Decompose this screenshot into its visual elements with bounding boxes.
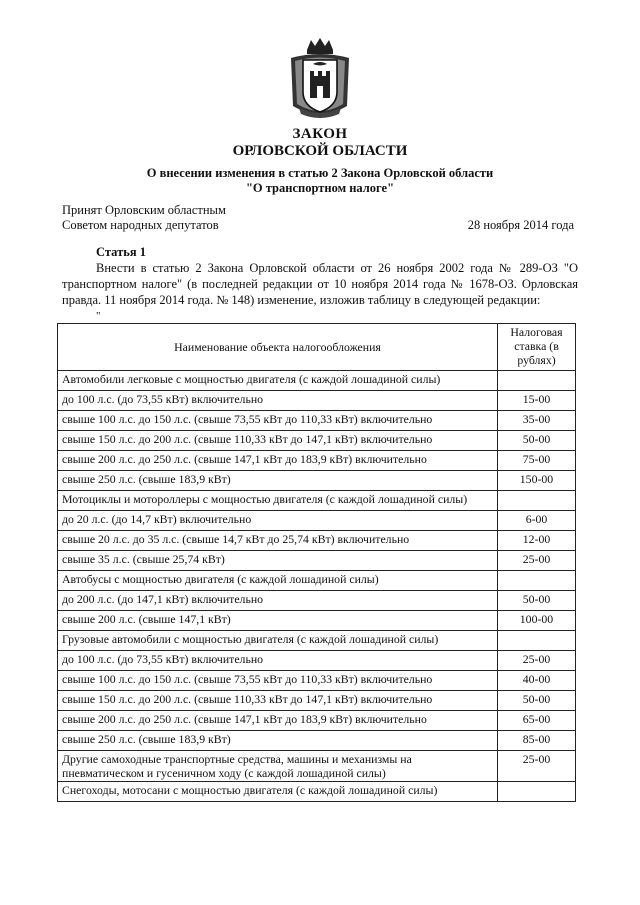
tax-table-body (58, 371, 576, 802)
table-row (58, 711, 576, 731)
vehicle-category-cell: Снегоходы, мотосани с мощностью двигателя (с каждой лошадиной силы) (58, 782, 498, 802)
adoption-date: 28 ноября 2014 года (467, 218, 574, 232)
law-region: ОРЛОВСКОЙ ОБЛАСТИ (232, 143, 408, 159)
tax-rate-cell: 50-00 (498, 691, 576, 711)
tax-rate-cell (498, 491, 576, 511)
table-row (58, 431, 576, 451)
vehicle-category-cell: свыше 200 л.с. до 250 л.с. (свыше 147,1 кВт до 183,9 кВт) включительно (58, 451, 498, 471)
tax-rate-cell: 40-00 (498, 671, 576, 691)
vehicle-category-cell: свыше 150 л.с. до 200 л.с. (свыше 110,33 кВт до 147,1 кВт) включительно (58, 691, 498, 711)
table-row (58, 551, 576, 571)
table-row (58, 591, 576, 611)
table-row (58, 731, 576, 751)
table-row (58, 451, 576, 471)
law-title: ЗАКОН (292, 126, 348, 142)
vehicle-category-cell: свыше 100 л.с. до 150 л.с. (свыше 73,55 кВт до 110,33 кВт) включительно (58, 411, 498, 431)
article-heading: Статья 1 (96, 245, 146, 259)
vehicle-category-cell: до 100 л.с. (до 73,55 кВт) включительно (58, 651, 498, 671)
tax-rate-cell: 25-00 (498, 751, 576, 782)
law-subtitle-line2: "О транспортном налоге" (245, 181, 395, 195)
tax-rate-cell: 15-00 (498, 391, 576, 411)
vehicle-category-cell: до 100 л.с. (до 73,55 кВт) включительно (58, 391, 498, 411)
vehicle-category-cell: Автобусы с мощностью двигателя (с каждой лошадиной силы) (58, 571, 498, 591)
vehicle-category-cell: свыше 200 л.с. (свыше 147,1 кВт) (58, 611, 498, 631)
table-row (58, 631, 576, 651)
tax-rate-cell: 25-00 (498, 551, 576, 571)
vehicle-category-cell: свыше 250 л.с. (свыше 183,9 кВт) (58, 731, 498, 751)
tax-rate-cell: 25-00 (498, 651, 576, 671)
vehicle-category-cell: свыше 100 л.с. до 150 л.с. (свыше 73,55 кВт до 110,33 кВт) включительно (58, 671, 498, 691)
table-row (58, 491, 576, 511)
tax-rate-cell: 150-00 (498, 471, 576, 491)
tax-rate-cell: 35-00 (498, 411, 576, 431)
table-row (58, 651, 576, 671)
table-row (58, 571, 576, 591)
coat-of-arms-icon (285, 36, 355, 122)
tax-rate-cell: 100-00 (498, 611, 576, 631)
tax-rate-cell: 85-00 (498, 731, 576, 751)
tax-rate-cell: 65-00 (498, 711, 576, 731)
tax-rate-cell: 75-00 (498, 451, 576, 471)
tax-rate-table (57, 323, 576, 802)
column-header-rate: Налоговая ставка (в рублях) (498, 324, 576, 371)
vehicle-category-cell: Автомобили легковые с мощностью двигателя (с каждой лошадиной силы) (58, 371, 498, 391)
tax-rate-cell: 50-00 (498, 431, 576, 451)
adoption-line1: Принят Орловским областным (62, 203, 226, 217)
vehicle-category-cell: свыше 200 л.с. до 250 л.с. (свыше 147,1 кВт до 183,9 кВт) включительно (58, 711, 498, 731)
vehicle-category-cell: Мотоциклы и мотороллеры с мощностью двигателя (с каждой лошадиной силы) (58, 491, 498, 511)
table-row (58, 391, 576, 411)
table-row (58, 751, 576, 782)
tax-rate-cell (498, 782, 576, 802)
article-text: Внести в статью 2 Закона Орловской области от 26 ноября 2002 года № 289-ОЗ "О транспортном налоге" (в последней редакции от 10 ноября 2014 года № 1678-ОЗ. Орловская правда. 11 ноября 2014 года. № 148) изменение, изложив таблицу в следующей редакции: (62, 261, 578, 307)
tax-rate-cell (498, 571, 576, 591)
law-subtitle-line1: О внесении изменения в статью 2 Закона Орловской области (146, 166, 494, 180)
tax-rate-cell: 50-00 (498, 591, 576, 611)
vehicle-category-cell: свыше 20 л.с. до 35 л.с. (свыше 14,7 кВт до 25,74 кВт) включительно (58, 531, 498, 551)
vehicle-category-cell: свыше 35 л.с. (свыше 25,74 кВт) (58, 551, 498, 571)
table-row (58, 782, 576, 802)
vehicle-category-cell: Другие самоходные транспортные средства, машины и механизмы на пневматическом и гусеничном ходу (с каждой лошадиной силы) (58, 751, 498, 782)
tax-rate-cell (498, 371, 576, 391)
vehicle-category-cell: свыше 150 л.с. до 200 л.с. (свыше 110,33 кВт до 147,1 кВт) включительно (58, 431, 498, 451)
tax-rate-cell: 12-00 (498, 531, 576, 551)
vehicle-category-cell: до 200 л.с. (до 147,1 кВт) включительно (58, 591, 498, 611)
opening-quote: " (96, 310, 101, 322)
adoption-line2: Советом народных депутатов (62, 218, 219, 232)
table-row (58, 531, 576, 551)
column-header-name: Наименование объекта налогообложения (58, 324, 498, 371)
table-row (58, 671, 576, 691)
table-row (58, 511, 576, 531)
vehicle-category-cell: до 20 л.с. (до 14,7 кВт) включительно (58, 511, 498, 531)
vehicle-category-cell: Грузовые автомобили с мощностью двигателя (с каждой лошадиной силы) (58, 631, 498, 651)
table-row (58, 691, 576, 711)
tax-rate-cell: 6-00 (498, 511, 576, 531)
vehicle-category-cell: свыше 250 л.с. (свыше 183,9 кВт) (58, 471, 498, 491)
table-row (58, 411, 576, 431)
tax-rate-cell (498, 631, 576, 651)
table-row (58, 611, 576, 631)
table-row (58, 471, 576, 491)
table-row (58, 371, 576, 391)
